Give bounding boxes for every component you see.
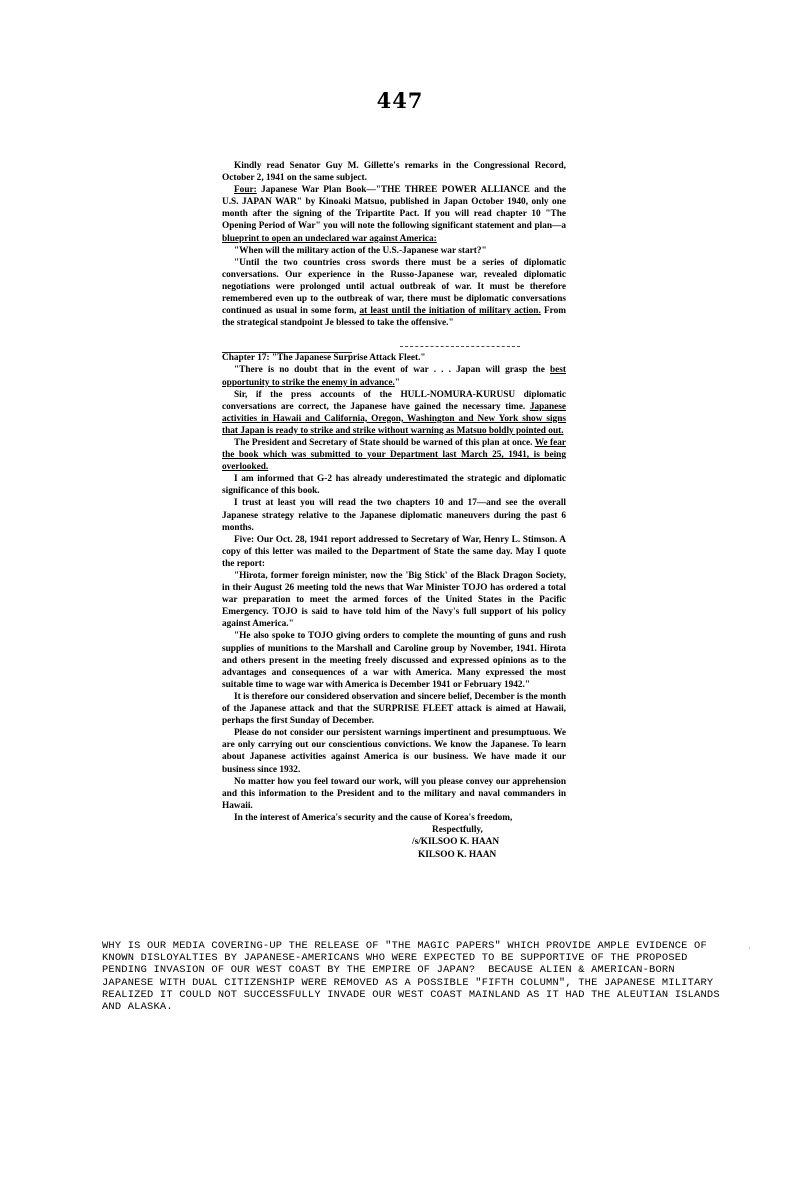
paragraph: Kindly read Senator Guy M. Gillette's remarks in the Congressional Record, October 2, 1941 on the same subject. [222,161,566,184]
underlined-text: best opportunity to strike the enemy in advance. [222,365,566,388]
signature-line: /s/KILSOO K. HAAN [412,837,500,848]
paragraph-text: " [394,377,400,388]
handwritten-underline-mark [400,346,520,349]
paragraph: I trust at least you will read the two chapters 10 and 17—and see the overall Japanese strategy relative to the Japanese diplomatic maneuvers during the past 6 months. [222,498,566,533]
paragraph: In the interest of America's security and the cause of Korea's freedom, [234,812,513,823]
underlined-text: at least until the initiation of military action. [359,306,541,317]
signature-name: KILSOO K. HAAN [418,849,497,860]
paragraph-text: "There is no doubt that in the event of war . . . Japan will grasp the [234,365,550,376]
quote: "When will the military action of the U.S.-Japanese war start?" [234,245,487,256]
closing-salutation: Respectfully, [432,824,483,835]
section-label: Four: [234,185,257,196]
paragraph-four [222,184,566,244]
footer-note: WHY IS OUR MEDIA COVERING-UP THE RELEASE OF "THE MAGIC PAPERS" WHICH PROVIDE AMPLE EVIDENCE OF KNOWN DISLOYALTIES BY JAPANESE-AMERICANS WHO WERE EXPECTED TO BE SUPPORTIVE OF THE PROPOSED PENDING INVASION OF OUR WEST COAST BY THE EMPIRE OF JAPAN? BECAUSE ALIEN & AMERICAN-BORN JAPANESE WITH DUAL CITIZENSHIP WERE REMOVED AS A POSSIBLE "FIFTH COLUMN", THE JAPANESE MILITARY REALIZED IT COULD NOT SUCCESSFULLY INVADE OUR WEST COAST MAINLAND AS IT HAD THE ALEUTIAN ISLANDS AND ALASKA. [102,940,727,1014]
paragraph-text: The President and Secretary of State should be warned of this plan at once. [234,437,535,448]
paragraph [222,437,566,473]
paragraph [222,389,566,437]
paragraph-text: Japanese War Plan Book—"THE THREE POWER ALLIANCE and the U.S. JAPAN WAR" by Kinoaki Matsuo, published in Japan October 1940, only one month after the signing of the Tripartite Pact. If you will read chapter 10 "The Opening Period of War" you will note the following significant statement and plan—a [222,185,566,232]
scan-speck: · [748,944,751,953]
quote [222,257,566,330]
page-number: 447 [376,88,424,113]
paragraph: I am informed that G-2 has already underestimated the strategic and diplomatic significance of this book. [222,474,566,497]
paragraph: No matter how you feel toward our work, will you please convey our apprehension and this information to the President and to the military and naval commanders in Hawaii. [222,776,566,811]
underlined-text: We fear the book which was submitted to your Department last March 25, 1941, is being overlooked. [222,437,566,473]
paragraph: It is therefore our considered observation and sincere belief, December is the month of the Japanese attack and that the SURPRISE FLEET attack is aimed at Hawaii, perhaps the first Sunday of December. [222,691,566,727]
paragraph: Please do not consider our persistent warnings impertinent and presumptuous. We are only carrying out our conscientious convictions. We know the Japanese. To learn about Japanese activities against America is our business. We have made it our business since 1932. [222,728,566,775]
paragraph-five: Five: Our Oct. 28, 1941 report addressed to Secretary of War, Henry L. Stimson. A copy of this letter was mailed to the Department of State the same day. May I quote the report: [222,534,566,569]
quote [222,364,566,388]
closing-block [412,824,566,861]
paragraph-text: "Until the two countries cross swords there must be a series of diplomatic conversations. Our experience in the Russo-Japanese war, revealed diplomatic negotiations were prolonged until actual outbreak of war. It must be therefore remembered even up to the outbreak of war, there must be diplomatic conversations continued as usual in some form, [222,257,566,317]
underlined-text: Japanese activities in Hawaii and California, Oregon, Washington and New York show signs that Japan is ready to strike and strike without warning as Matsuo boldly pointed out. [222,401,566,436]
underlined-text: blueprint to open an undeclared war against America: [222,233,437,244]
paragraph-text: Sir, if the press accounts of the HULL-NOMURA-KURUSU diplomatic conversations are correct, the Japanese have gained the necessary time. [222,389,566,412]
chapter-heading: Chapter 17: "The Japanese Surprise Attack Fleet." [222,353,426,364]
quote: "He also spoke to TOJO giving orders to complete the mounting of guns and rush supplies of munitions to the Marshall and Caroline group by November, 1941. Hirota and others present in the meeting freely discussed and expressed opinions as to the advantages and consequences of a war with America. Many expressed the most suitable time to wage war with America is December 1941 or February 1942." [222,631,566,690]
handwritten-underline-mark [222,352,352,355]
letter-body [222,160,566,861]
paragraph-text: From the strategical standpoint Je blessed to take the offensive." [222,306,566,329]
quote: "Hirota, former foreign minister, now the 'Big Stick' of the Black Dragon Society, in their August 26 meeting told the news that War Minister TOJO has ordered a total war preparation to meet the armed forces of the United States in the Pacific Emergency. TOJO is said to have told him of the Navy's full support of his policy against America." [222,571,566,630]
